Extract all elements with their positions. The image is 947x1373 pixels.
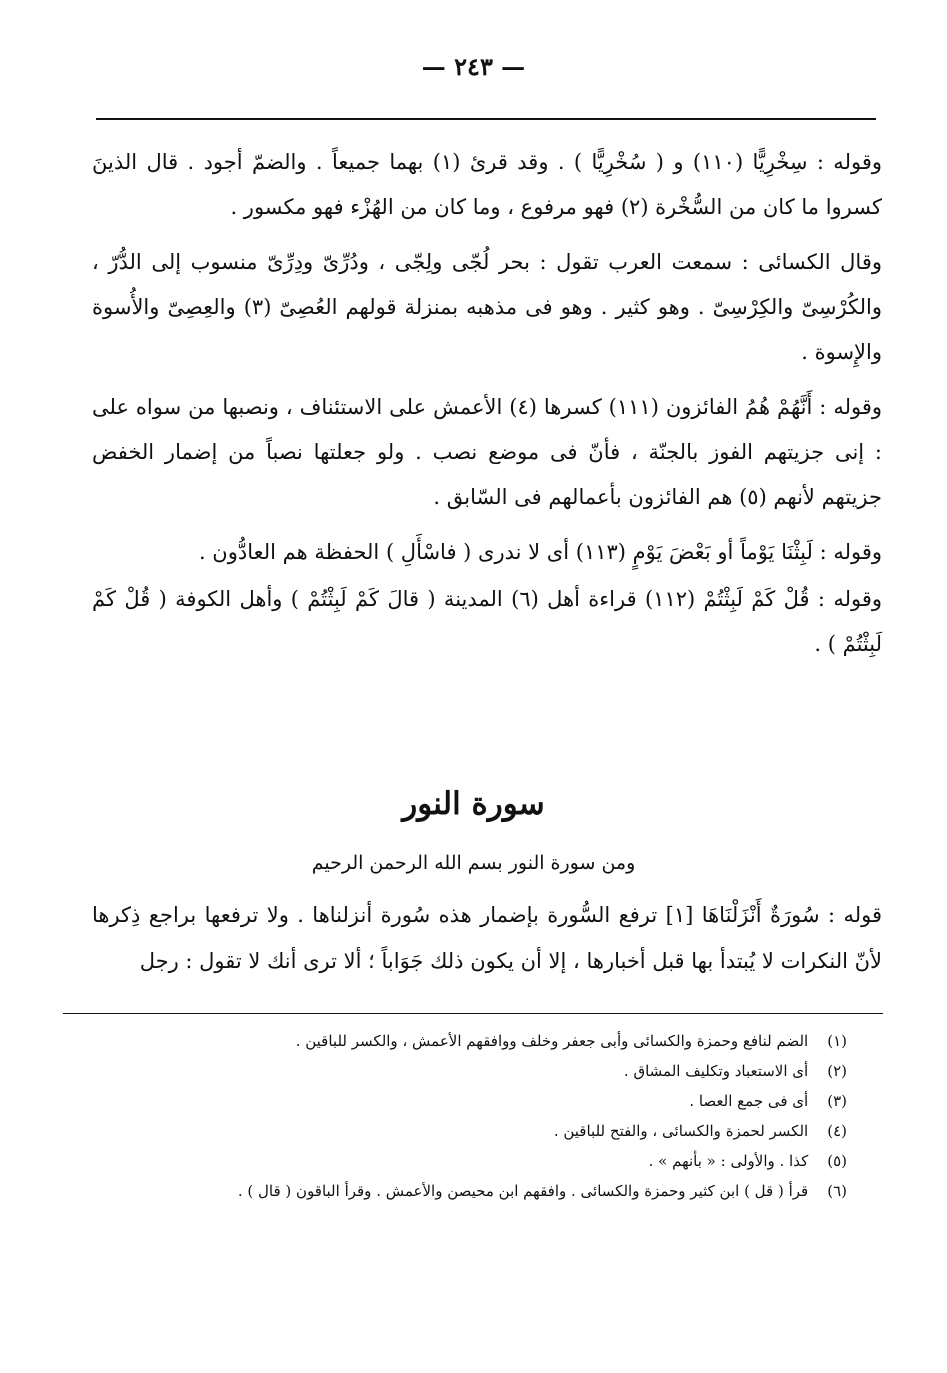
footnote-text: الكسر لحمزة والكسائى ، والفتح للباقين . <box>553 1122 809 1140</box>
footnote-number: (٢) <box>827 1062 847 1080</box>
footnote-5 <box>87 1146 847 1176</box>
footnote-1 <box>87 1026 847 1056</box>
footnote-text: أى الاستعباد وتكليف المشاق . <box>623 1062 809 1080</box>
footnote-rule <box>63 1013 883 1014</box>
footnote-2 <box>87 1056 847 1086</box>
footnote-text: أى فى جمع العصا . <box>689 1092 809 1110</box>
basmala-line: ومن سورة النور بسم الله الرحمن الرحيم <box>311 852 636 874</box>
footnote-text: قرأ ( قل ) ابن كثير وحمزة والكسائى . وافقهم ابن محيصن والأعمش . وقرأ الباقون ( قال ) . <box>237 1182 809 1200</box>
surah-title: سورة النور <box>402 786 545 822</box>
paragraph-3: وقوله : أَنَّهُمْ هُمُ الفائزون (١١١) كسرها (٤) الأعمش على الاستئناف ، ونصبها من سواه على : إنى جزيتهم الفوز بالجنّة ، فأنّ فى موضع نصب . ولو جعلتها نصباً من إضمار الخفض جزيتهم لأنهم (٥) هم الفائزون بأعمالهم فى السّابق . <box>92 395 883 509</box>
footnote-number: (٤) <box>827 1122 847 1140</box>
footnote-6 <box>87 1176 847 1206</box>
paragraph-4: وقوله : لَبِثْنَا يَوْماً أو بَعْضَ يَوْمٍ (١١٣) أى لا ندرى ( فاسْأَلِ ) الحفظة هم العادُّون . <box>198 540 882 564</box>
footnote-4 <box>87 1116 847 1146</box>
footnote-3 <box>87 1086 847 1116</box>
footnote-number: (١) <box>827 1032 847 1050</box>
footnote-number: (٣) <box>827 1092 847 1110</box>
footnote-number: (٦) <box>827 1182 847 1200</box>
paragraph-1: وقوله : سِخْرِيًّا (١١٠) و ( سُخْرِيًّا ) . وقد قرئ (١) بهما جميعاً . والضمّ أجود . قال الذينَ كسروا ما كان من السُّخْرة (٢) فهو مرفوع ، وما كان من الهُزْء فهو مكسور . <box>92 150 882 219</box>
main-text <box>92 140 882 669</box>
paragraph-2: وقال الكسائى : سمعت العرب تقول : بحر لُجّى ولِجّى ، ودُرِّىّ ودِرِّىّ منسوب إلى الدُّرّ ، والكُرْسِىّ والكِرْسِىّ . وهو كثير . وهو فى مذهبه بمنزلة قولهم العُصِىّ (٣) والعِصِىّ والأُسوة والإِسوة . <box>92 250 882 364</box>
paragraph-5: وقوله : قُلْ كَمْ لَبِثْتُمْ (١١٢) قراءة أهل (٦) المدينة ( قالَ كَمْ لَبِثْتُمْ ) وأهل الكوفة ( قُلْ كَمْ لَبِثْتُمْ ) . <box>92 587 882 656</box>
footnote-text: كذا . والأولى : « بأنهم » . <box>648 1152 809 1170</box>
footnote-number: (٥) <box>827 1152 847 1170</box>
footnotes <box>87 1026 847 1206</box>
page-number: — ٢٤٣ — <box>421 52 526 81</box>
header-rule <box>96 118 876 120</box>
paragraph-6: قوله : سُورَةٌ أَنْزَلْنَاهَا [١] ترفع السُّورة بإضمار هذه سُورة أنزلناها . ولا ترفعها براجع ذِكرها لأنّ النكرات لا يُبتدأ بها قبل أخبارها ، إلا أن يكون ذلك جَوَاباً ؛ ألا ترى أنك لا تقول : رجل <box>92 903 882 973</box>
surah-text <box>92 892 882 994</box>
footnote-text: الضم لنافع وحمزة والكسائى وأبى جعفر وخلف ووافقهم الأعمش ، والكسر للباقين . <box>295 1032 809 1050</box>
